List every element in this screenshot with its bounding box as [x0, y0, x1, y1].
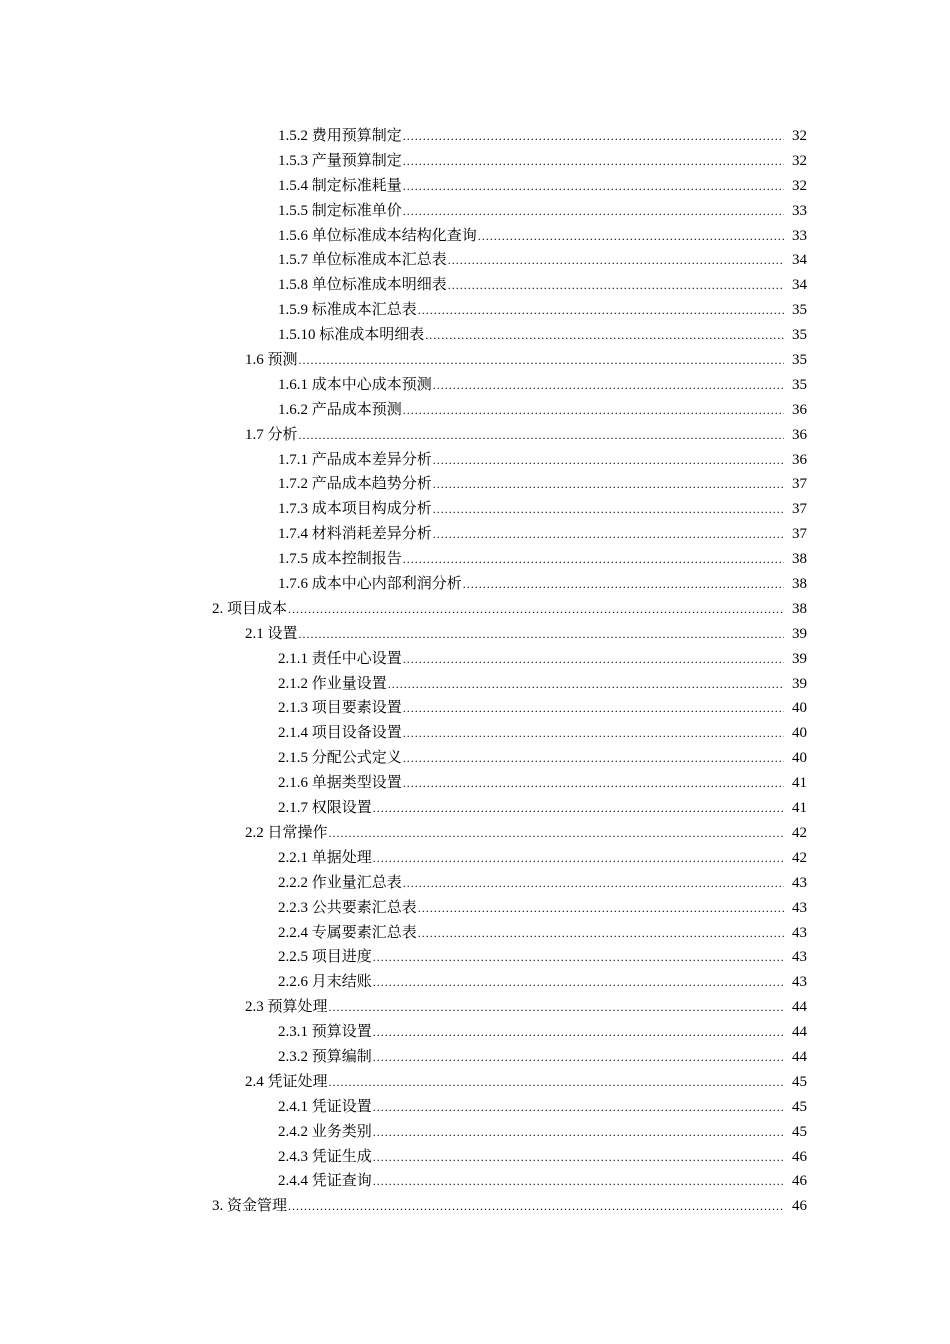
toc-entry-label: 1.6.1 成本中心成本预测 [278, 376, 432, 393]
toc-entry-label: 1.6 预测 [245, 352, 298, 369]
toc-dot-leader [403, 871, 784, 896]
toc-page-number: 43 [792, 949, 807, 966]
toc-entry-label: 1.5.8 单位标准成本明细表 [278, 277, 447, 294]
toc-entry[interactable] [0, 572, 950, 597]
toc-page-number: 32 [792, 152, 807, 169]
toc-entry-label: 2.4 凭证处理 [245, 1073, 328, 1090]
toc-page-number: 40 [792, 750, 807, 767]
toc-entry-label: 1.7.4 材料消耗差异分析 [278, 526, 432, 543]
toc-dot-leader [448, 248, 784, 273]
toc-entry-label: 1.5.10 标准成本明细表 [278, 327, 425, 344]
toc-entry[interactable] [0, 1020, 950, 1045]
toc-entry-label: 1.5.6 单位标准成本结构化查询 [278, 227, 477, 244]
toc-dot-leader [403, 174, 784, 199]
toc-entry[interactable] [0, 995, 950, 1020]
toc-page-number: 46 [792, 1173, 807, 1190]
toc-dot-leader [433, 522, 784, 547]
toc-page-number: 43 [792, 974, 807, 991]
toc-page-number: 42 [792, 849, 807, 866]
toc-entry-label: 2.4.1 凭证设置 [278, 1098, 372, 1115]
toc-page-number: 44 [792, 1048, 807, 1065]
toc-page-number: 46 [792, 1198, 807, 1215]
toc-entry[interactable] [0, 149, 950, 174]
toc-entry-label: 1.7.1 产品成本差异分析 [278, 451, 432, 468]
toc-entry-label: 2.2.1 单据处理 [278, 849, 372, 866]
toc-entry-label: 2.4.4 凭证查询 [278, 1173, 372, 1190]
toc-page-number: 35 [792, 376, 807, 393]
toc-entry[interactable] [0, 224, 950, 249]
toc-dot-leader [299, 423, 784, 448]
toc-dot-leader [288, 597, 784, 622]
toc-dot-leader [463, 572, 784, 597]
toc-dot-leader [403, 547, 784, 572]
toc-entry[interactable] [0, 472, 950, 497]
toc-entry[interactable] [0, 398, 950, 423]
toc-dot-leader [373, 1169, 784, 1194]
toc-entry[interactable] [0, 846, 950, 871]
toc-entry[interactable] [0, 672, 950, 697]
toc-page-number: 33 [792, 202, 807, 219]
toc-dot-leader [418, 896, 784, 921]
toc-dot-leader [288, 1194, 784, 1219]
toc-entry[interactable] [0, 273, 950, 298]
toc-dot-leader [433, 448, 784, 473]
toc-dot-leader [373, 1145, 784, 1170]
toc-dot-leader [329, 995, 784, 1020]
toc-entry[interactable] [0, 1045, 950, 1070]
toc-page-number: 44 [792, 999, 807, 1016]
toc-entry[interactable] [0, 199, 950, 224]
toc-dot-leader [403, 746, 784, 771]
toc-page-number: 38 [792, 551, 807, 568]
toc-dot-leader [418, 921, 784, 946]
toc-page-number: 36 [792, 451, 807, 468]
toc-dot-leader [329, 1070, 784, 1095]
toc-entry[interactable] [0, 124, 950, 149]
toc-entry-label: 2.3.1 预算设置 [278, 1024, 372, 1041]
toc-entry-label: 2.1.7 权限设置 [278, 800, 372, 817]
toc-page-number: 35 [792, 302, 807, 319]
toc-page-number: 38 [792, 600, 807, 617]
toc-page-number: 35 [792, 327, 807, 344]
toc-entry-label: 2.1.5 分配公式定义 [278, 750, 402, 767]
toc-dot-leader [418, 298, 784, 323]
toc-dot-leader [403, 199, 784, 224]
toc-entry-label: 2.2.6 月末结账 [278, 974, 372, 991]
toc-entry[interactable] [0, 746, 950, 771]
toc-dot-leader [373, 1120, 784, 1145]
toc-entry[interactable] [0, 597, 950, 622]
toc-entry[interactable] [0, 1145, 950, 1170]
toc-entry-label: 1.7 分析 [245, 426, 298, 443]
toc-entry-label: 1.5.5 制定标准单价 [278, 202, 402, 219]
toc-dot-leader [373, 796, 784, 821]
toc-entry[interactable] [0, 696, 950, 721]
table-of-contents [0, 124, 950, 1219]
toc-entry[interactable] [0, 771, 950, 796]
toc-page-number: 41 [792, 800, 807, 817]
toc-dot-leader [373, 945, 784, 970]
toc-dot-leader [403, 771, 784, 796]
toc-dot-leader [478, 224, 784, 249]
toc-dot-leader [403, 124, 784, 149]
toc-entry[interactable] [0, 970, 950, 995]
toc-dot-leader [373, 970, 784, 995]
toc-page-number: 32 [792, 128, 807, 144]
toc-dot-leader [388, 672, 784, 697]
toc-page-number: 44 [792, 1024, 807, 1041]
toc-entry-label: 2.2.2 作业量汇总表 [278, 874, 402, 891]
toc-page-number: 45 [792, 1123, 807, 1140]
toc-entry[interactable] [0, 323, 950, 348]
toc-page-number: 45 [792, 1073, 807, 1090]
toc-entry[interactable] [0, 1120, 950, 1145]
toc-entry[interactable] [0, 647, 950, 672]
toc-entry[interactable] [0, 497, 950, 522]
toc-entry-label: 2.4.2 业务类别 [278, 1123, 372, 1140]
toc-entry-label: 2.1.1 责任中心设置 [278, 650, 402, 667]
toc-entry[interactable] [0, 796, 950, 821]
toc-page-number: 46 [792, 1148, 807, 1165]
toc-dot-leader [448, 273, 784, 298]
toc-page-number: 37 [792, 476, 807, 493]
toc-entry-label: 2. 项目成本 [212, 600, 288, 617]
toc-entry[interactable] [0, 448, 950, 473]
toc-entry-label: 1.7.5 成本控制报告 [278, 551, 402, 568]
toc-page-number: 38 [792, 576, 807, 593]
toc-dot-leader [403, 398, 784, 423]
toc-entry[interactable] [0, 298, 950, 323]
toc-entry[interactable] [0, 1194, 950, 1219]
toc-page-number: 36 [792, 426, 807, 443]
toc-page-number: 37 [792, 501, 807, 518]
toc-entry[interactable] [0, 174, 950, 199]
toc-dot-leader [433, 497, 784, 522]
toc-entry-label: 3. 资金管理 [212, 1198, 288, 1215]
toc-entry[interactable] [0, 373, 950, 398]
toc-entry[interactable] [0, 896, 950, 921]
toc-entry[interactable] [0, 1095, 950, 1120]
toc-dot-leader [403, 149, 784, 174]
toc-page-number: 39 [792, 625, 807, 642]
toc-entry[interactable] [0, 945, 950, 970]
toc-page-number: 43 [792, 924, 807, 941]
toc-entry[interactable] [0, 921, 950, 946]
toc-dot-leader [299, 348, 784, 373]
toc-entry[interactable] [0, 1169, 950, 1194]
toc-page-number: 39 [792, 675, 807, 692]
toc-entry-label: 2.2.5 项目进度 [278, 949, 372, 966]
toc-entry[interactable] [0, 248, 950, 273]
toc-page-number: 43 [792, 899, 807, 916]
toc-page-number: 34 [792, 252, 807, 269]
toc-entry[interactable] [0, 721, 950, 746]
toc-page-number: 34 [792, 277, 807, 294]
toc-entry-label: 2.3.2 预算编制 [278, 1048, 372, 1065]
toc-entry-label: 1.7.6 成本中心内部利润分析 [278, 576, 462, 593]
toc-dot-leader [425, 323, 784, 348]
toc-entry[interactable] [0, 522, 950, 547]
toc-page-number: 41 [792, 775, 807, 792]
toc-entry-label: 2.1.4 项目设备设置 [278, 725, 402, 742]
toc-dot-leader [373, 1095, 784, 1120]
toc-dot-leader [433, 373, 784, 398]
toc-entry-label: 2.2.4 专属要素汇总表 [278, 924, 417, 941]
toc-dot-leader [403, 696, 784, 721]
toc-dot-leader [373, 846, 784, 871]
toc-page-number: 43 [792, 874, 807, 891]
toc-page-number: 40 [792, 700, 807, 717]
toc-page-number: 32 [792, 177, 807, 194]
toc-dot-leader [433, 472, 784, 497]
toc-dot-leader [299, 622, 784, 647]
toc-page-number: 36 [792, 401, 807, 418]
toc-entry-label: 2.1.3 项目要素设置 [278, 700, 402, 717]
toc-entry-label: 2.1.2 作业量设置 [278, 675, 387, 692]
toc-entry-label: 1.5.7 单位标准成本汇总表 [278, 252, 447, 269]
toc-dot-leader [373, 1045, 784, 1070]
toc-entry-label: 1.5.9 标准成本汇总表 [278, 302, 417, 319]
toc-entry-label: 1.6.2 产品成本预测 [278, 401, 402, 418]
toc-entry[interactable] [0, 348, 950, 373]
toc-page-number: 33 [792, 227, 807, 244]
toc-dot-leader [373, 1020, 784, 1045]
toc-entry-label: 2.4.3 凭证生成 [278, 1148, 372, 1165]
toc-dot-leader [403, 721, 784, 746]
toc-entry[interactable] [0, 871, 950, 896]
toc-entry-label: 1.7.3 成本项目构成分析 [278, 501, 432, 518]
toc-page-number: 45 [792, 1098, 807, 1115]
toc-entry[interactable] [0, 1070, 950, 1095]
toc-entry-label: 2.2 日常操作 [245, 824, 328, 841]
toc-entry[interactable] [0, 423, 950, 448]
toc-entry-label: 2.3 预算处理 [245, 999, 328, 1016]
toc-entry-label: 1.5.2 费用预算制定 [278, 128, 402, 144]
toc-dot-leader [329, 821, 784, 846]
toc-entry-label: 1.5.3 产量预算制定 [278, 152, 402, 169]
toc-entry-label: 2.2.3 公共要素汇总表 [278, 899, 417, 916]
toc-dot-leader [403, 647, 784, 672]
toc-entry-label: 2.1 设置 [245, 625, 298, 642]
toc-entry[interactable] [0, 821, 950, 846]
toc-entry-label: 1.7.2 产品成本趋势分析 [278, 476, 432, 493]
toc-page-number: 40 [792, 725, 807, 742]
toc-entry[interactable] [0, 547, 950, 572]
toc-entry-label: 1.5.4 制定标准耗量 [278, 177, 402, 194]
toc-page-number: 42 [792, 824, 807, 841]
toc-entry[interactable] [0, 622, 950, 647]
toc-page-number: 35 [792, 352, 807, 369]
toc-page-number: 37 [792, 526, 807, 543]
toc-page-number: 39 [792, 650, 807, 667]
toc-entry-label: 2.1.6 单据类型设置 [278, 775, 402, 792]
